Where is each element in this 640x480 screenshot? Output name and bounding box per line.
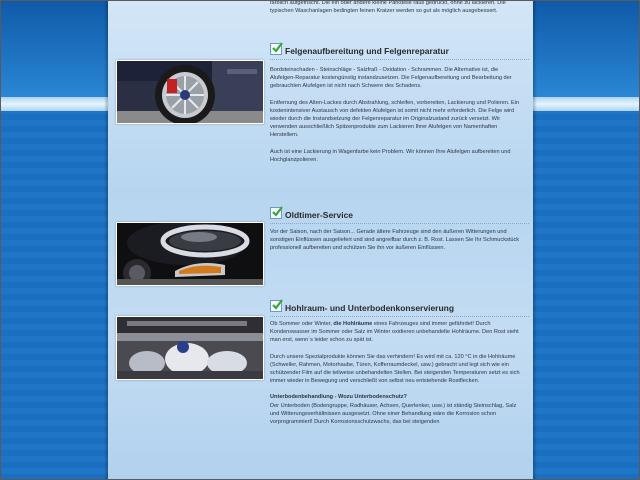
paragraph: Vor der Saison, nach der Saison... Gerade ältere Fahrzeuge sind den äußeren Witterungen und sonstigen Einflüssen ausgeliefert und sind angreifbar durch z. B. Rost. Lassen Sie Ihr Schmuckstück professionell aufbereiten und schützen Sie ihn vor äußeren Einflüssen.	[270, 229, 520, 252]
text-span: eines Fahrzeuges sind immer gefährdet! Durch Kondenswasser im Sommer oder Salz im Winter oxidieren unbehandelte Hohlräume. Den Rost sieht man erst, wenn´s leider schon zu spät ist.	[270, 321, 519, 344]
paragraph: Der Unterboden (Bodengruppe, Radhäuser, Achsen, Querlenker, usw.) ist ständig Steinschlag, Salz und Witterungsverhältnissen ausgesetzt. Ohne einer Behandlung wäre die Korrosion schon vorprogrammiert! Durch Korrosionsschutzwachs, das bei steigenden	[270, 402, 517, 426]
checkmark-icon	[270, 300, 282, 312]
section-title: Felgenaufbereitung und Felgenreparatur	[285, 46, 449, 56]
emphasis-text: die Hohlräume	[333, 321, 373, 327]
content-panel[interactable]	[108, 0, 533, 480]
checkmark-icon	[270, 207, 282, 219]
section-heading-felgen	[270, 43, 529, 60]
underbody-photo	[116, 316, 264, 380]
subheading: Unterbodenbehandlung - Wozu Unterbodenschutz?	[270, 394, 407, 401]
paragraph: Bordsteinschaden - Steinschläge - Salzfraß - Oxidation - Schrammen. Die Alternative ist, die Alufelgen-Reparatur kostengünstig instandzusetzen. Die Felgenaufbereitung und Bearbeitung der gebrauchten Alufelgen ist nicht nach Schwere des Schadens.	[270, 67, 512, 90]
paragraph: Durch unsere Spezialprodukte können Sie das verhindern! Es wird mit ca. 120 °C in die Hohlräume (Schweller, Rahmen, Motorhaube, Türen, Kofferraumdeckel, usw.) gebracht und legt sich wie ein schützender Film auf die teilweise unbehandelten Stellen. Bei steigenden Temperaturen setzt es sich immer wieder in Bewegung und verschließt von selbst neu entstehende Rostflecken.	[270, 353, 520, 385]
wheel-photo	[116, 60, 264, 124]
paragraph: Auch ist eine Lackierung in Wagenfarbe kein Problem. Wir können Ihre Alufelgen aufbereiten und Hochglanzpolieren.	[270, 148, 511, 163]
section-body-oldtimer	[270, 228, 520, 261]
panel-shadow-right	[533, 0, 537, 480]
section-body-felgen	[270, 66, 520, 172]
checkmark-icon	[270, 43, 282, 55]
section-heading-oldtimer	[270, 207, 529, 224]
section-title: Hohlraum- und Unterbodenkonservierung	[285, 303, 455, 313]
intro-text	[270, 0, 520, 23]
paragraph	[270, 320, 520, 345]
section-title: Oldtimer-Service	[285, 210, 354, 220]
paragraph: Entfernung des Alten-Lackes durch Abstrahlung, schleifen, vorbereiten, Lackierung und Polieren. Ein kostenintensiver Austausch von defekten Alufelgen ist somit nicht mehr erforderlich. Die Felge wird wieder durch die Instandsetzung der Felgenreparatur im Originalzustand zurück versetzt. Wir verwenden ausschließlich Spitzenprodukte zum Lackieren Ihrer Alufelgen von Namenhaften Herstellern.	[270, 99, 520, 139]
text-span: Ob Sommer oder Winter,	[270, 321, 334, 327]
oldtimer-photo	[116, 222, 264, 286]
section-body-hohlraum	[270, 320, 520, 434]
intro-paragraph: farblich aufgefrischt. Die ein oder andere kleine Parkdelle raus gedrückt, ohne zu lackieren. Die typischen Waschanlagen bedingten feinen Kratzer werden so gut als möglich ausgebessert.	[270, 0, 506, 15]
section-heading-hohlraum	[270, 300, 529, 317]
